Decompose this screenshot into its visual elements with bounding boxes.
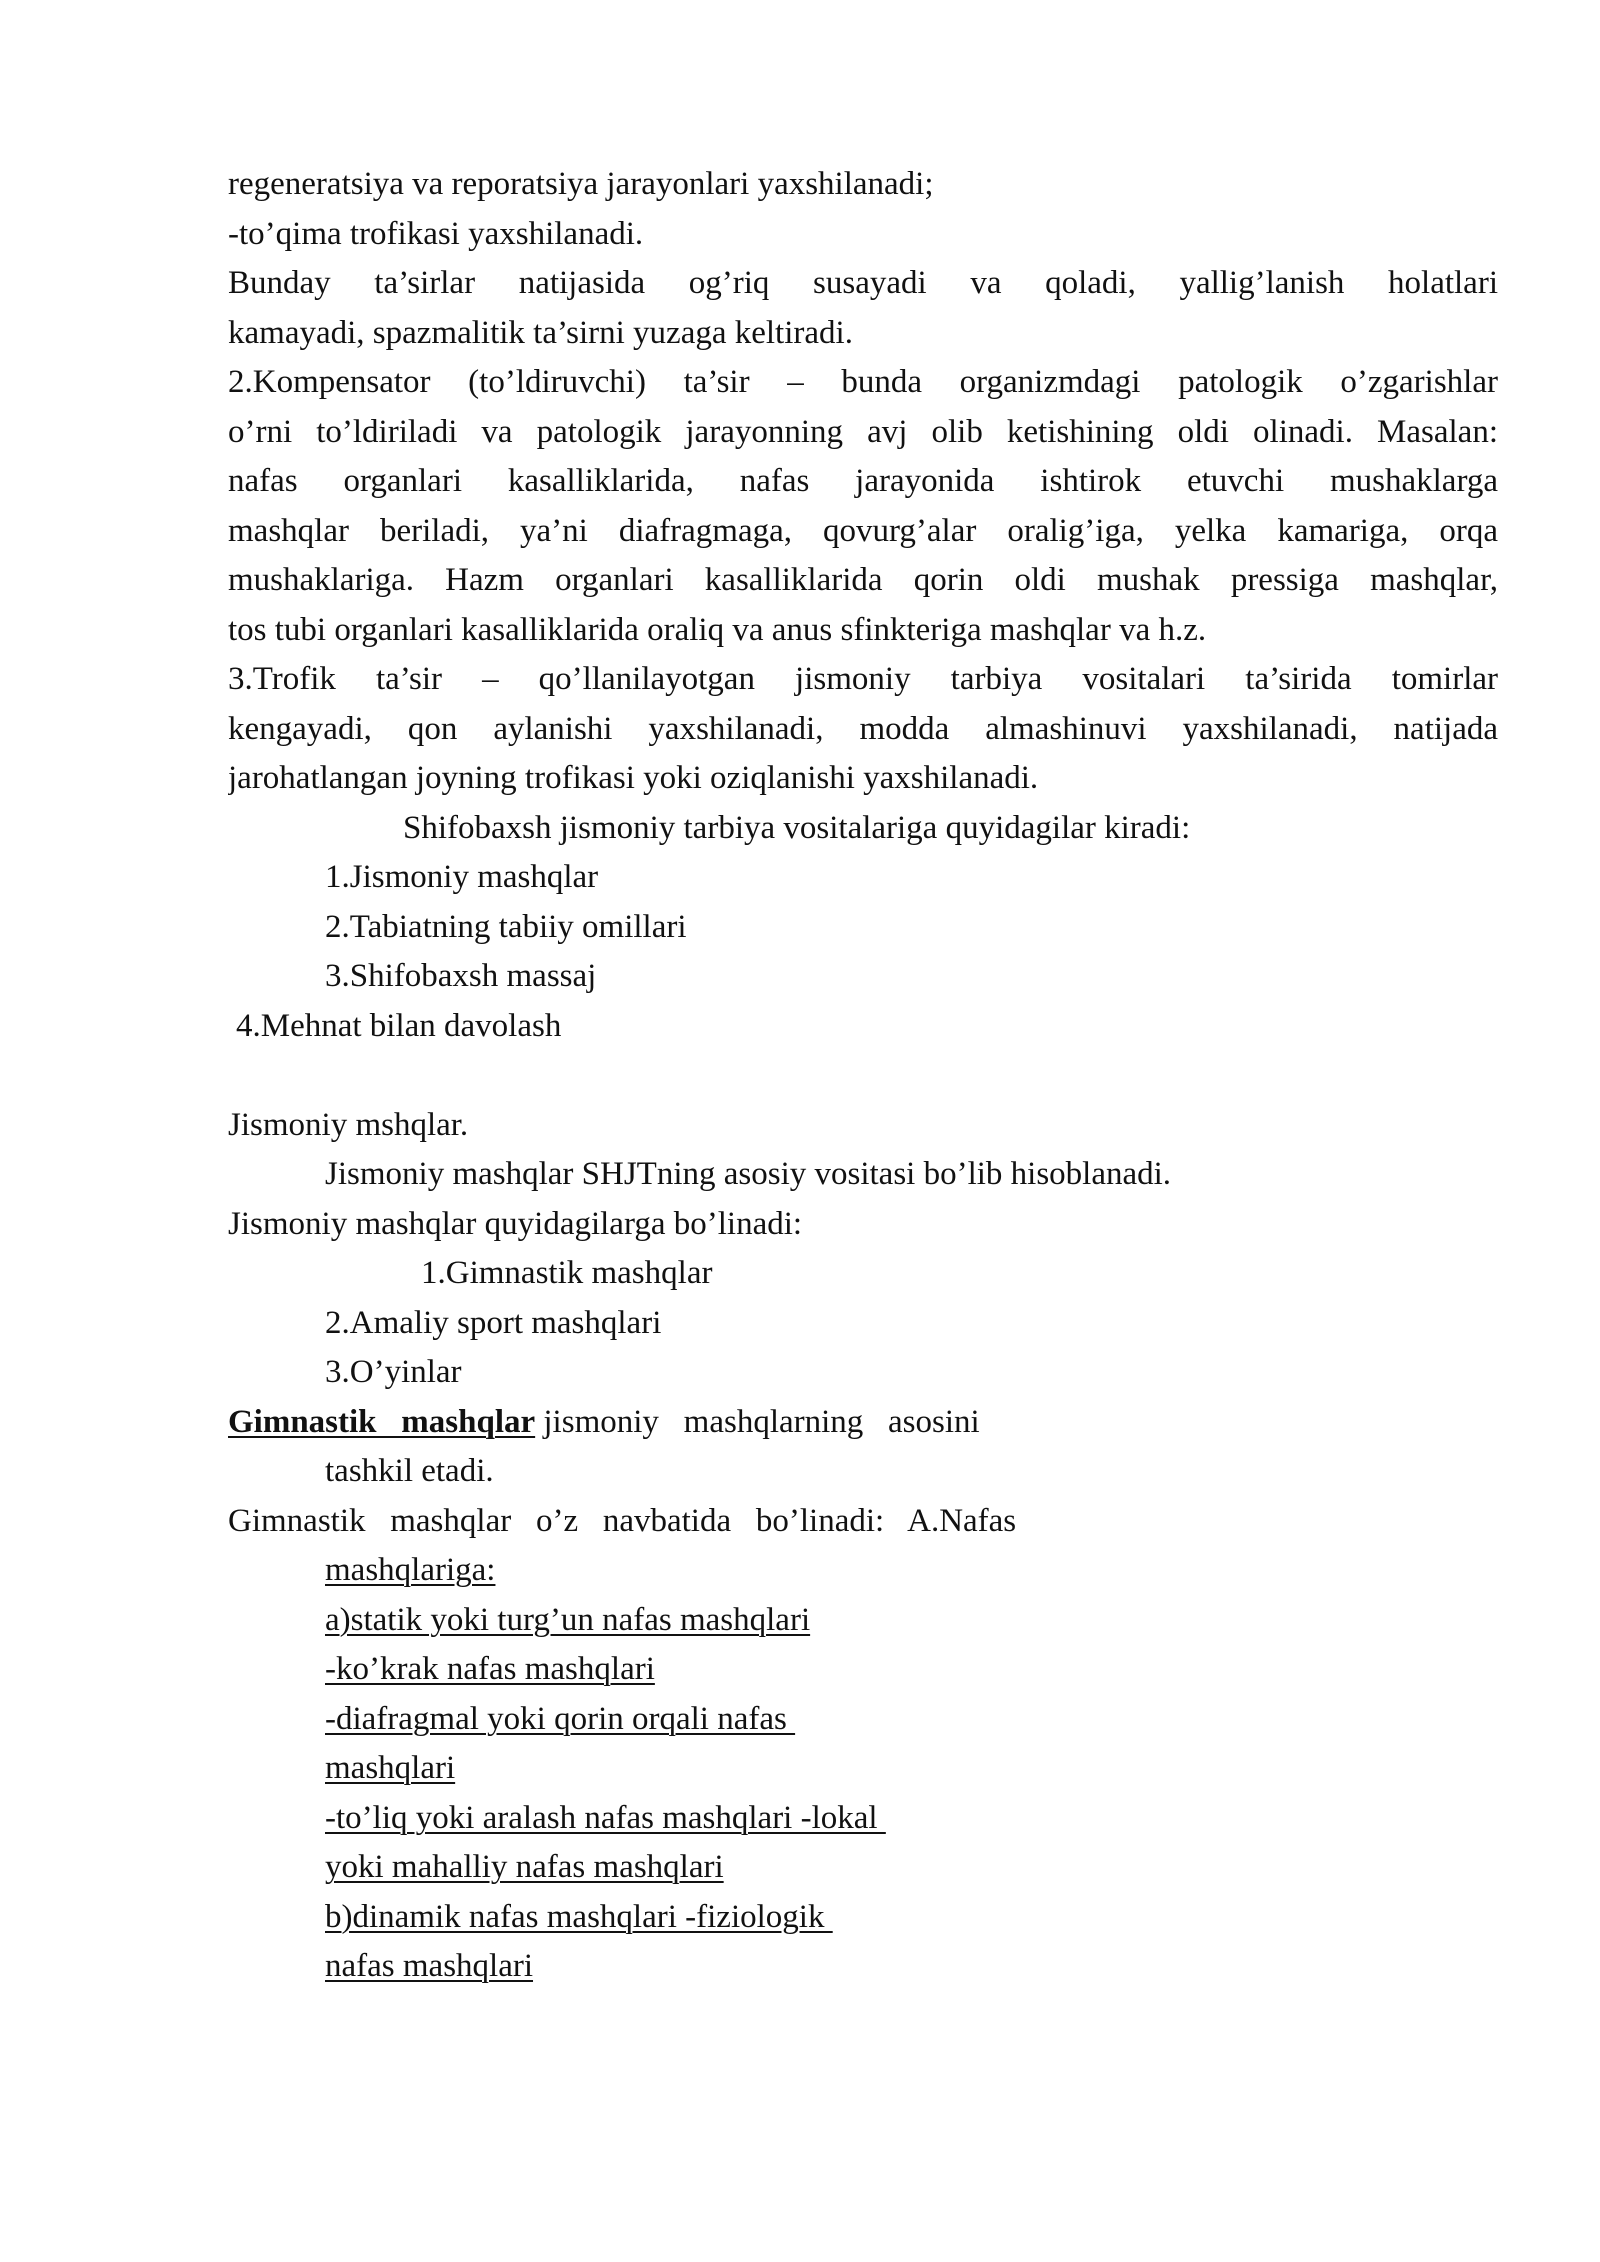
underlined-text: yoki mahalliy nafas mashqlari	[325, 1849, 724, 1885]
list-item	[228, 1794, 1498, 1844]
text-line: kamayadi, spazmalitik ta’sirni yuzaga keltiradi.	[228, 314, 853, 351]
text-line: o’rni to’ldiriladi va patologik jarayonning avj olib ketishining oldi olinadi. Masalan:	[228, 413, 1498, 450]
list-item	[228, 1596, 1498, 1646]
list-item: 1.Jismoniy mashqlar	[325, 859, 599, 895]
list-item	[228, 1695, 1498, 1745]
list-item: 2.Amaliy sport mashqlari	[325, 1304, 662, 1341]
list-item	[228, 1843, 1498, 1893]
underlined-text: b)dinamik nafas mashqlari -fiziologik	[325, 1898, 833, 1935]
text-line	[228, 1546, 1498, 1596]
gimnastik-definition-text: jismoniy mashqlarning asosini	[543, 1403, 980, 1440]
text-line: Jismoniy mashqlar SHJTning asosiy vositasi bo’lib hisoblanadi.	[325, 1156, 1172, 1192]
underlined-text: mashqlariga:	[325, 1552, 496, 1588]
text-line: 2.Kompensator (to’ldiruvchi) ta’sir – bunda organizmdagi patologik o’zgarishlar	[228, 364, 1498, 400]
underlined-text: -to’liq yoki aralash nafas mashqlari -lokal	[325, 1799, 886, 1836]
underlined-text: -ko’krak nafas mashqlari	[325, 1651, 655, 1687]
document-page	[228, 160, 1498, 1992]
gimnastik-definition	[228, 1398, 1498, 1448]
text-line: tashkil etadi.	[325, 1453, 494, 1489]
list-item: 2.Tabiatning tabiiy omillari	[325, 908, 687, 945]
list-item	[228, 1893, 1498, 1943]
text-line: Jismoniy mashqlar quyidagilarga bo’linadi:	[228, 1205, 803, 1242]
list-item: 3.Shifobaxsh massaj	[325, 958, 597, 994]
underlined-text: mashqlari	[325, 1750, 456, 1786]
text-line: jarohatlangan joyning trofikasi yoki oziqlanishi yaxshilanadi.	[228, 760, 1039, 796]
underlined-text: -diafragmal yoki qorin orqali nafas	[325, 1700, 796, 1737]
text-line: -to’qima trofikasi yaxshilanadi.	[228, 215, 644, 252]
list-item	[228, 1942, 1498, 1992]
list-item: 1.Gimnastik mashqlar	[421, 1255, 713, 1291]
list-item: 4.Mehnat bilan davolash	[236, 1007, 562, 1044]
underlined-text: nafas mashqlari	[325, 1948, 534, 1984]
text-line: Gimnastik mashqlar o’z navbatida bo’linadi: A.Nafas	[228, 1502, 1017, 1539]
blank-line	[228, 1051, 1498, 1101]
text-line: mushaklariga. Hazm organlari kasalliklarida qorin oldi mushak pressiga mashqlar,	[228, 562, 1498, 598]
subheading: Jismoniy mshqlar.	[228, 1106, 469, 1143]
underlined-text: a)statik yoki turg’un nafas mashqlari	[325, 1601, 811, 1638]
text-line: kengayadi, qon aylanishi yaxshilanadi, modda almashinuvi yaxshilanadi, natijada	[228, 710, 1498, 747]
list-item	[228, 1645, 1498, 1695]
gimnastik-bold-label: Gimnastik mashqlar	[228, 1403, 536, 1440]
text-line: Bunday ta’sirlar natijasida og’riq susayadi va qoladi, yallig’lanish holatlari	[228, 265, 1498, 301]
section-heading: Shifobaxsh jismoniy tarbiya vositalariga quyidagilar kiradi:	[403, 809, 1191, 846]
list-item	[228, 1744, 1498, 1794]
text-line: regeneratsiya va reporatsiya jarayonlari yaxshilanadi;	[228, 166, 934, 202]
text-line: tos tubi organlari kasalliklarida oraliq va anus sfinkteriga mashqlar va h.z.	[228, 611, 1207, 648]
list-item: 3.O’yinlar	[325, 1354, 462, 1390]
text-line: nafas organlari kasalliklarida, nafas jarayonida ishtirok etuvchi mushaklarga	[228, 463, 1498, 499]
text-line: mashqlar beriladi, ya’ni diafragmaga, qovurg’alar oralig’iga, yelka kamariga, orqa	[228, 512, 1498, 549]
text-line: 3.Trofik ta’sir – qo’llanilayotgan jismoniy tarbiya vositalari ta’sirida tomirlar	[228, 661, 1498, 697]
